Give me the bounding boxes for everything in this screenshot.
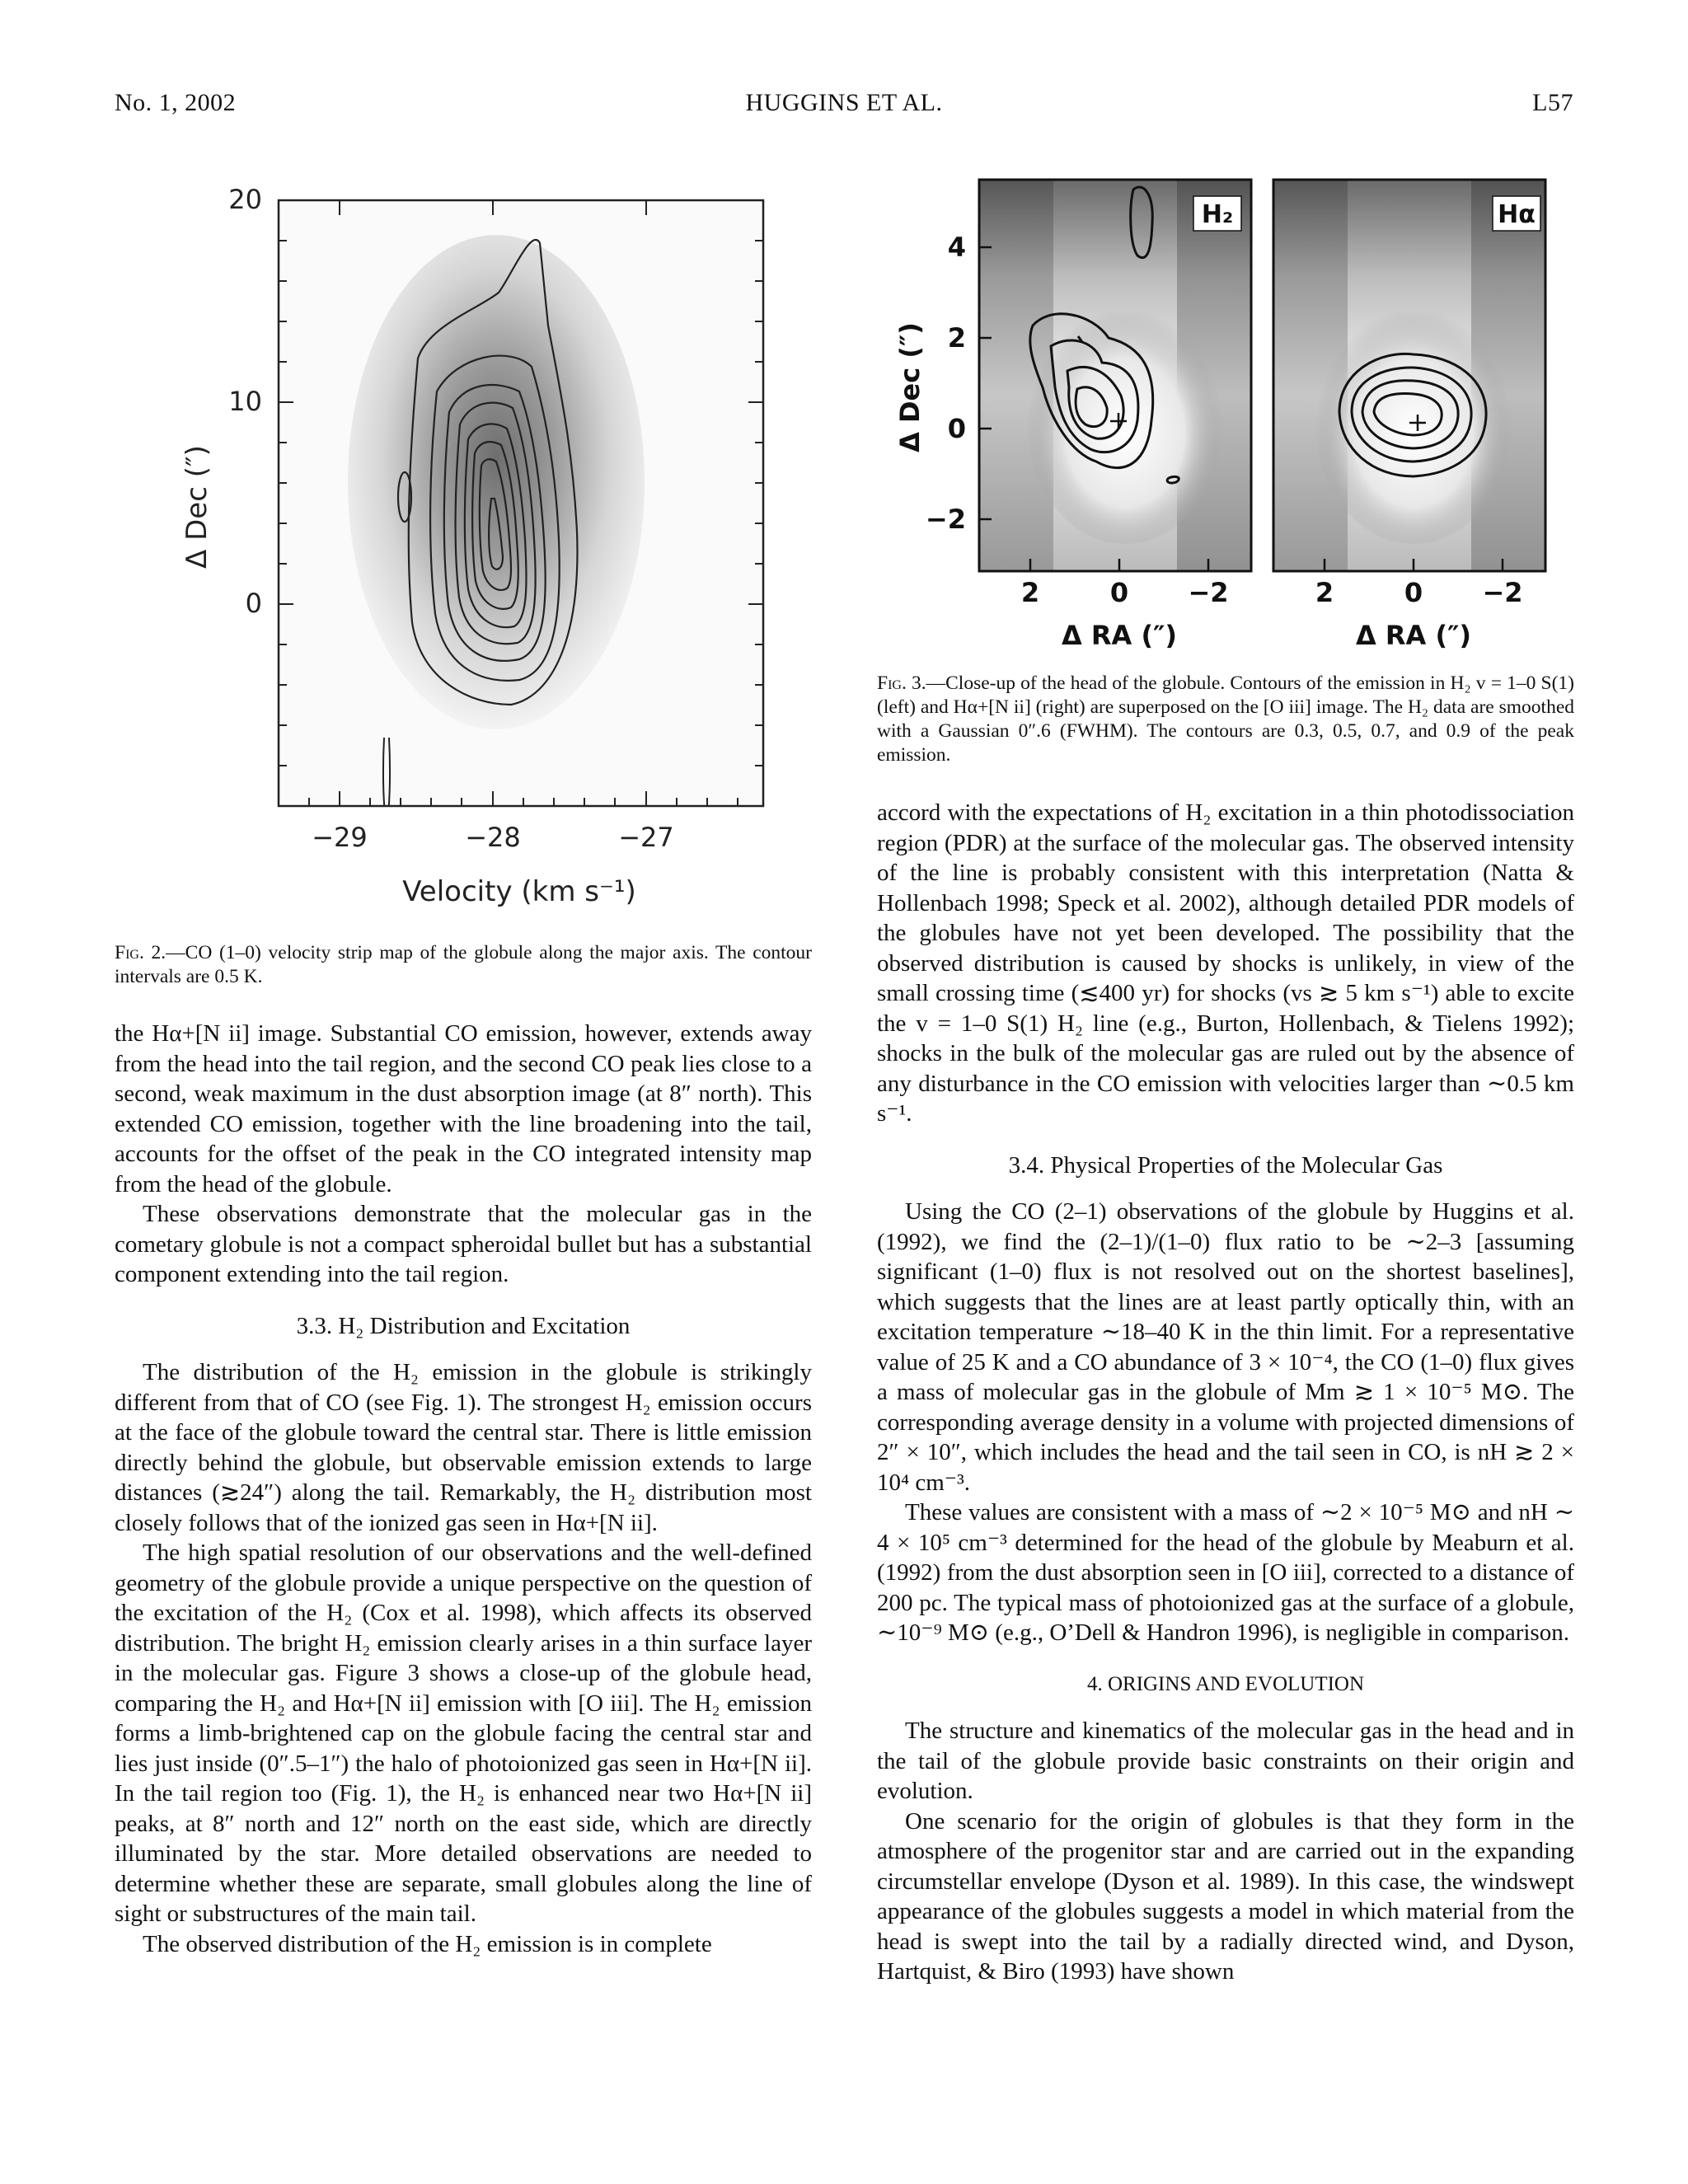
fig2-xtick-27: −27 [618,822,674,853]
left-paragraph-5: The observed distribution of the H₂ emission is in complete [143,1930,712,1957]
right-column [877,798,1574,1987]
fig2-caption-label: Fig. 2. [115,942,166,963]
left-paragraph-1: the Hα+[N ii] image. Substantial CO emission, however, extends away from the head into the tail region, and the second CO peak lies close to a second, weak maximum in the dust absorption image (at 8″ north). This extended CO emission, together with the line broadening into the tail, accounts for the offset of the peak in the CO integrated intensity map from the head of the globule. [115,1020,812,1197]
right-paragraph-1: accord with the expectations of H₂ excitation in a thin photodissociation region (PDR) at the surface of the molecular gas. The observed intensity of the line is probably consistent with this interpretation (Natta & Hollenbach 1998; Speck et al. 2002), although detailed PDR models of the globules have not yet been developed. The possibility that the observed distribution is caused by shocks is unlikely, in view of the small crossing time (≲400 yr) for shocks (vs ≳ 5 km s⁻¹) able to excite the v = 1–0 S(1) H₂ line (e.g., Burton, Hollenbach, & Tielens 1992); shocks in the bulk of the molecular gas are ruled out by the absence of any disturbance in the CO emission with velocities larger than ∼0.5 km s⁻¹. [877,799,1574,1127]
fig3-caption [877,672,1574,767]
left-column [115,1019,812,1959]
fig3-caption-label: Fig. 3. [877,673,926,694]
fig3-panel-label-halpha: Hα [1498,200,1536,229]
fig3-ytick-2: 2 [947,322,966,354]
fig3-left-xtick-neg2: −2 [1188,577,1229,608]
fig2-xtick-29: −29 [312,822,368,853]
right-paragraph-2: Using the CO (2–1) observations of the globule by Huggins et al. (1992), we find the (2–1)/(1–0) flux ratio to be ∼2–3 [assuming significant (1–0) flux is not resolved out on the shortest baselines], which suggests that the lines are at least partly optically thin, with an excitation temperature ∼18–40 K in the thin limit. For a representative value of 25 K and a CO abundance of 3 × 10⁻⁴, the CO (1–0) flux gives a mass of molecular gas in the globule of Mm ≳ 1 × 10⁻⁵ M⊙. The corresponding average density in a volume with projected dimensions of 2″ × 10″, which includes the head and the tail seen in CO, is nH ≳ 2 × 10⁴ cm⁻³. [877,1198,1574,1496]
section-3-3-heading: 3.3. H₂ Distribution and Excitation [296,1312,631,1339]
running-header-center: HUGGINS ET AL. [745,89,943,116]
fig3-closeup-panels [886,173,1578,651]
fig3-ylabel: Δ Dec (″) [894,322,926,452]
fig3-caption-text: —Close-up of the head of the globule. Contours of the emission in H₂ v = 1–0 S(1) (left) and Hα+[N ii] (right) are superposed on the [O iii] image. The H₂ data are smoothed with a Gaussian 0″.6 (FWHM). The contours are 0.3, 0.5, 0.7, and 0.9 of the peak emission. [877,673,1575,766]
right-paragraph-3: These values are consistent with a mass of ∼2 × 10⁻⁵ M⊙ and nH ∼ 4 × 10⁵ cm⁻³ determined for the head of the globule by Meaburn et al. (1992) from the dust absorption seen in [O iii], corrected to a distance of 200 pc. The typical mass of photoionized gas at the surface of a globule, ∼10⁻⁹ M⊙ (e.g., O’Dell & Handron 1996), is negligible in comparison. [877,1499,1574,1646]
fig2-caption [115,941,812,989]
fig3-left-xlabel: Δ RA (″) [1062,620,1177,651]
fig2-velocity-strip-map [165,177,808,935]
fig3-right-xlabel: Δ RA (″) [1356,620,1471,651]
section-3-4-heading: 3.4. Physical Properties of the Molecular Gas [1008,1151,1443,1179]
left-paragraph-4: The high spatial resolution of our observations and the well-defined geometry of the globule provide a unique perspective on the question of the excitation of the H₂ (Cox et al. 1998), which affects its observed distribution. The bright H₂ emission clearly arises in a thin surface layer in the molecular gas. Figure 3 shows a close-up of the globule head, comparing the H₂ and Hα+[N ii] emission with [O iii]. The H₂ emission forms a limb-brightened cap on the globule facing the central star and lies just inside (0″.5–1″) the halo of photoionized gas seen in Hα+[N ii]. In the tail region too (Fig. 1), the H₂ is enhanced near two Hα+[N ii] peaks, at 8″ north and 12″ north on the east side, which are directly illuminated by the star. More detailed observations are needed to determine whether these are separate, small globules along the line of sight or substructures of the main tail. [115,1540,812,1927]
fig3-right-xtick-neg2: −2 [1482,577,1523,608]
fig3-left-xtick-2: 2 [1020,577,1040,608]
fig3-panel-label-h2: H₂ [1201,200,1234,229]
fig2-ytick-10: 10 [228,386,262,417]
fig3-ytick-4: 4 [947,232,966,263]
running-header-right: L57 [1532,89,1573,116]
fig2-xtick-28: −28 [465,822,521,853]
right-paragraph-4: The structure and kinematics of the molecular gas in the head and in the tail of the globule provide basic constraints on their origin and evolution. [877,1718,1574,1804]
fig3-right-xtick-2: 2 [1315,577,1334,608]
section-4-heading: 4. ORIGINS AND EVOLUTION [1086,1672,1365,1695]
fig3-ytick-neg2: −2 [925,504,966,535]
fig3-left-xtick-0: 0 [1109,577,1129,608]
fig3-right-xtick-0: 0 [1404,577,1423,608]
running-header-left: No. 1, 2002 [115,89,237,116]
fig2-ylabel: Δ Dec (″) [181,445,213,569]
left-paragraph-3: The distribution of the H₂ emission in the globule is strikingly different from that of CO (see Fig. 1). The strongest H₂ emission occurs at the face of the globule toward the central star. There is little emission directly behind the globule, but observable emission extends to large distances (≳24″) along the tail. Remarkably, the H₂ distribution most closely follows that of the ionized gas seen in Hα+[N ii]. [115,1359,812,1536]
fig2-ytick-20: 20 [228,184,262,215]
fig2-caption-text: —CO (1–0) velocity strip map of the globule along the major axis. The contour intervals are 0.5 K. [115,942,813,987]
fig2-xlabel: Velocity (km s⁻¹) [402,875,636,908]
right-paragraph-5: One scenario for the origin of globules is that they form in the atmosphere of the progenitor star and are carried out in the expanding circumstellar envelope (Dyson et al. 1989). In this case, the windswept appearance of the globules suggests a model in which material from the head is swept into the tail by a radially directed wind, and Dyson, Hartquist, & Biro (1993) have shown [877,1807,1574,1985]
fig3-ytick-0: 0 [947,413,966,444]
left-paragraph-2: These observations demonstrate that the molecular gas in the cometary globule is not a compact spheroidal bullet but has a substantial component extending into the tail region. [115,1201,812,1287]
fig2-ytick-0: 0 [245,588,262,619]
